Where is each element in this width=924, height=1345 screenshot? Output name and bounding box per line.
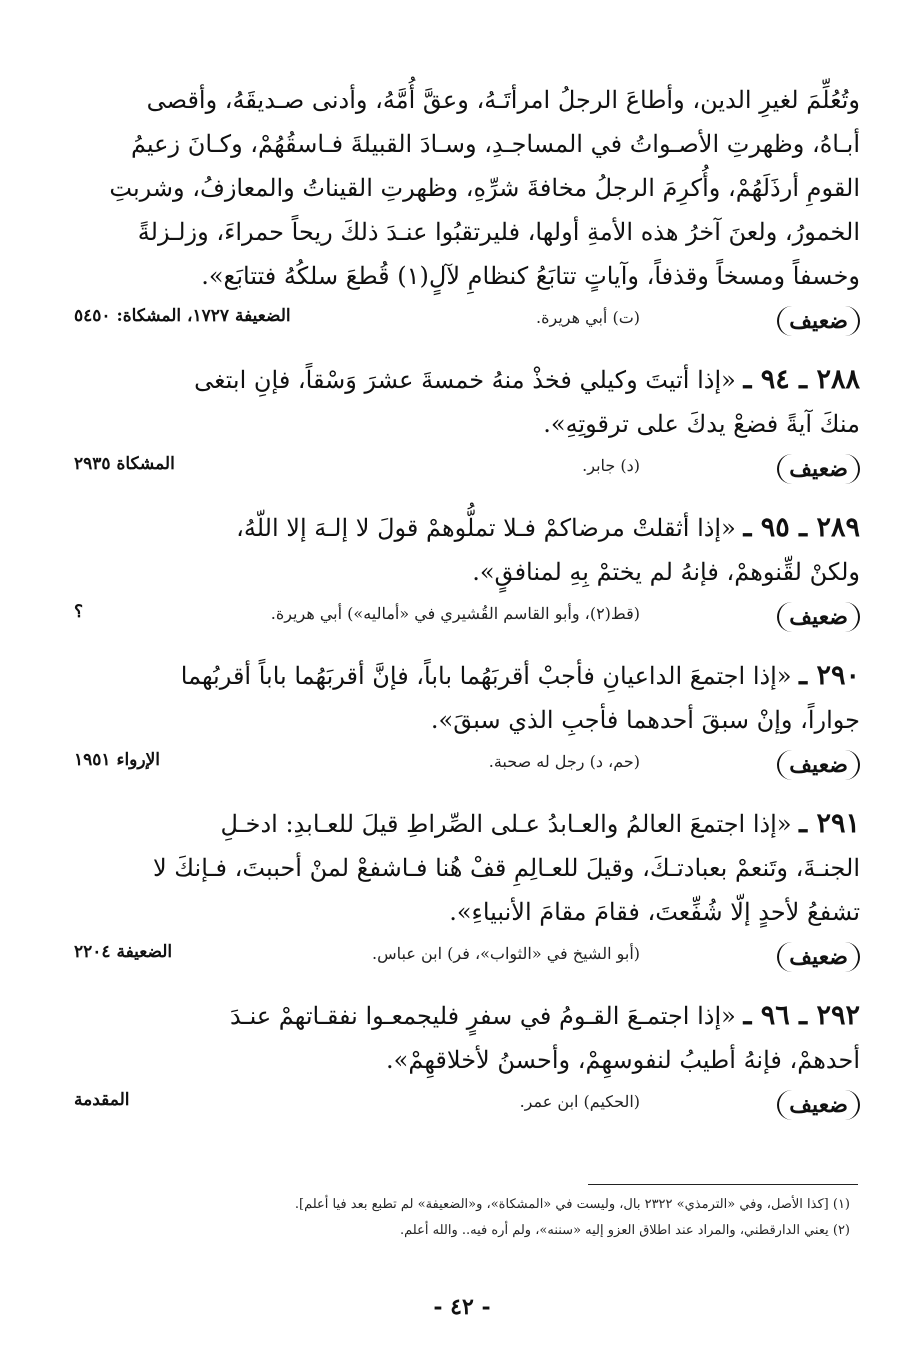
intro-line: أبـاهُ، وظهرتِ الأصـواتُ في المساجـدِ، وسـادَ القبيلةَ فـاسقُهُمْ، وكـانَ زعيمُ: [130, 130, 860, 158]
reference-text: الضعيفة ١٧٢٧، المشكاة: ٥٤٥٠: [74, 306, 291, 326]
hadith-number: ٢٩٢ ـ ٩٦ ـ: [743, 1000, 860, 1031]
intro-line: القومِ أرذَلَهُمْ، وأُكرِمَ الرجلُ مخافةَ شرِّهِ، وظهرتِ القيناتُ والمعازفُ، وشربتِ: [109, 174, 860, 202]
reference-text: الضعيفة ٢٢٠٤: [74, 942, 173, 962]
intro-paragraph: [74, 78, 860, 298]
source-text: (حم، د) رجل له صحبة.: [488, 752, 640, 771]
footnote: (٢) يعني الدارقطني، والمراد عند اطلاق العزو إليه «سننه»، ولم أره فيه.. والله أعلم.: [400, 1223, 850, 1238]
hadith-entry: [74, 994, 860, 1082]
grade-badge: ضعيف: [777, 454, 860, 484]
reference-text: الإرواء ١٩٥١: [74, 750, 161, 770]
hadith-line: منكَ آيةً فضعْ يدكَ على ترقوتِهِ».: [543, 410, 860, 438]
hadith-line: ولكنْ لقِّنوهمْ، فإنهُ لم يختمْ بِهِ لمنافقٍ».: [472, 558, 860, 586]
source-text: (أبو الشيخ في «الثواب»، فر) ابن عباس.: [372, 944, 640, 963]
hadith-number: ٢٩١ ـ: [799, 808, 860, 839]
grade-row: [74, 600, 860, 644]
hadith-line: الجنـةَ، وتَنعمْ بعبادتـكَ، وقيلَ للعـالِمِ قفْ هُنا فـاشفعْ لمنْ أحببتَ، فـإنكَ لا: [152, 854, 860, 882]
footnotes: [70, 1192, 850, 1244]
grade-badge: ضعيف: [777, 602, 860, 632]
hadith-number: ٢٨٩ ـ ٩٥ ـ: [743, 512, 860, 543]
page-number: - ٤٢ -: [433, 1294, 491, 1320]
reference-text: المشكاة ٢٩٣٥: [74, 454, 175, 474]
source-text: (الحكيم) ابن عمر.: [519, 1092, 640, 1111]
hadith-line: «إذا اجتمعَ الداعيانِ فأجبْ أقربَهُما باباً، فإنَّ أقربَهُما باباً أقربُهما: [180, 662, 792, 690]
grade-badge: ضعيف: [777, 750, 860, 780]
intro-line: وتُعُلِّمَ لغيرِ الدين، وأطاعَ الرجلُ امرأتَـهُ، وعقَّ أُمَّهُ، وأدنى صـديقَهُ، وأقصى: [146, 86, 860, 114]
hadith-entry: [74, 358, 860, 446]
source-text: (قط(٢)، وأبو القاسم القُشيري في «أماليه») أبي هريرة.: [270, 604, 640, 623]
hadith-number: ٢٩٠ ـ: [799, 660, 860, 691]
grade-row: [74, 940, 860, 984]
hadith-entry: [74, 654, 860, 742]
footnote-divider: [588, 1184, 858, 1185]
intro-line: الخمورُ، ولعنَ آخرُ هذه الأمةِ أولها، فليرتقبُوا عنـدَ ذلكَ ريحاً حمراءَ، وزلـزلةً: [137, 218, 860, 246]
hadith-line: «إذا أثقلتْ مرضاكمْ فـلا تملُّوهمْ قولَ لا إلـهَ إلا اللّهُ،: [236, 514, 736, 542]
source-text: (ت) أبي هريرة.: [536, 308, 640, 327]
page-body: [74, 78, 860, 1142]
hadith-line: «إذا أتيتَ وكيلي فخذْ منهُ خمسةَ عشرَ وَسْقاً، فإنِ ابتغى: [194, 366, 736, 394]
reference-text: المقدمة: [74, 1090, 130, 1110]
grade-row: [74, 304, 860, 348]
grade-row: [74, 1088, 860, 1132]
hadith-entry: [74, 506, 860, 594]
reference-text: ؟: [74, 602, 84, 622]
footnote: (١) [كذا الأصل، وفي «الترمذي» ٢٣٢٢ بال، وليست في «المشكاة»، و«الضعيفة» لم تطبع بعد فيا أعلم].: [294, 1197, 850, 1212]
grade-row: [74, 452, 860, 496]
hadith-line: جواراً، وإنْ سبقَ أحدهما فأجبِ الذي سبقَ».: [430, 706, 860, 734]
hadith-entry: [74, 802, 860, 934]
hadith-line: «إذا اجتمعَ العالمُ والعـابدُ عـلى الصِّراطِ قيلَ للعـابدِ: ادخـلِ: [220, 810, 792, 838]
hadith-line: تشفعُ لأحدٍ إلّا شُفِّعتَ، فقامَ مقامَ الأنبياءِ».: [449, 898, 860, 926]
hadith-line: أحدهمْ، فإنهُ أطيبُ لنفوسهِمْ، وأحسنُ لأخلاقهِمْ».: [386, 1046, 860, 1074]
grade-row: [74, 748, 860, 792]
hadith-line: «إذا اجتمـعَ القـومُ في سفرٍ فليجمعـوا نفقـاتهمْ عنـدَ: [229, 1002, 736, 1030]
grade-badge: ضعيف: [777, 306, 860, 336]
hadith-number: ٢٨٨ ـ ٩٤ ـ: [743, 364, 860, 395]
grade-badge: ضعيف: [777, 942, 860, 972]
intro-line: وخسفاً ومسخاً وقذفاً، وآياتٍ تتابَعُ كنظامِ لآلٍ(١) قُطعَ سلكُهُ فتتابَع».: [201, 262, 860, 290]
source-text: (د) جابر.: [582, 456, 640, 475]
grade-badge: ضعيف: [777, 1090, 860, 1120]
